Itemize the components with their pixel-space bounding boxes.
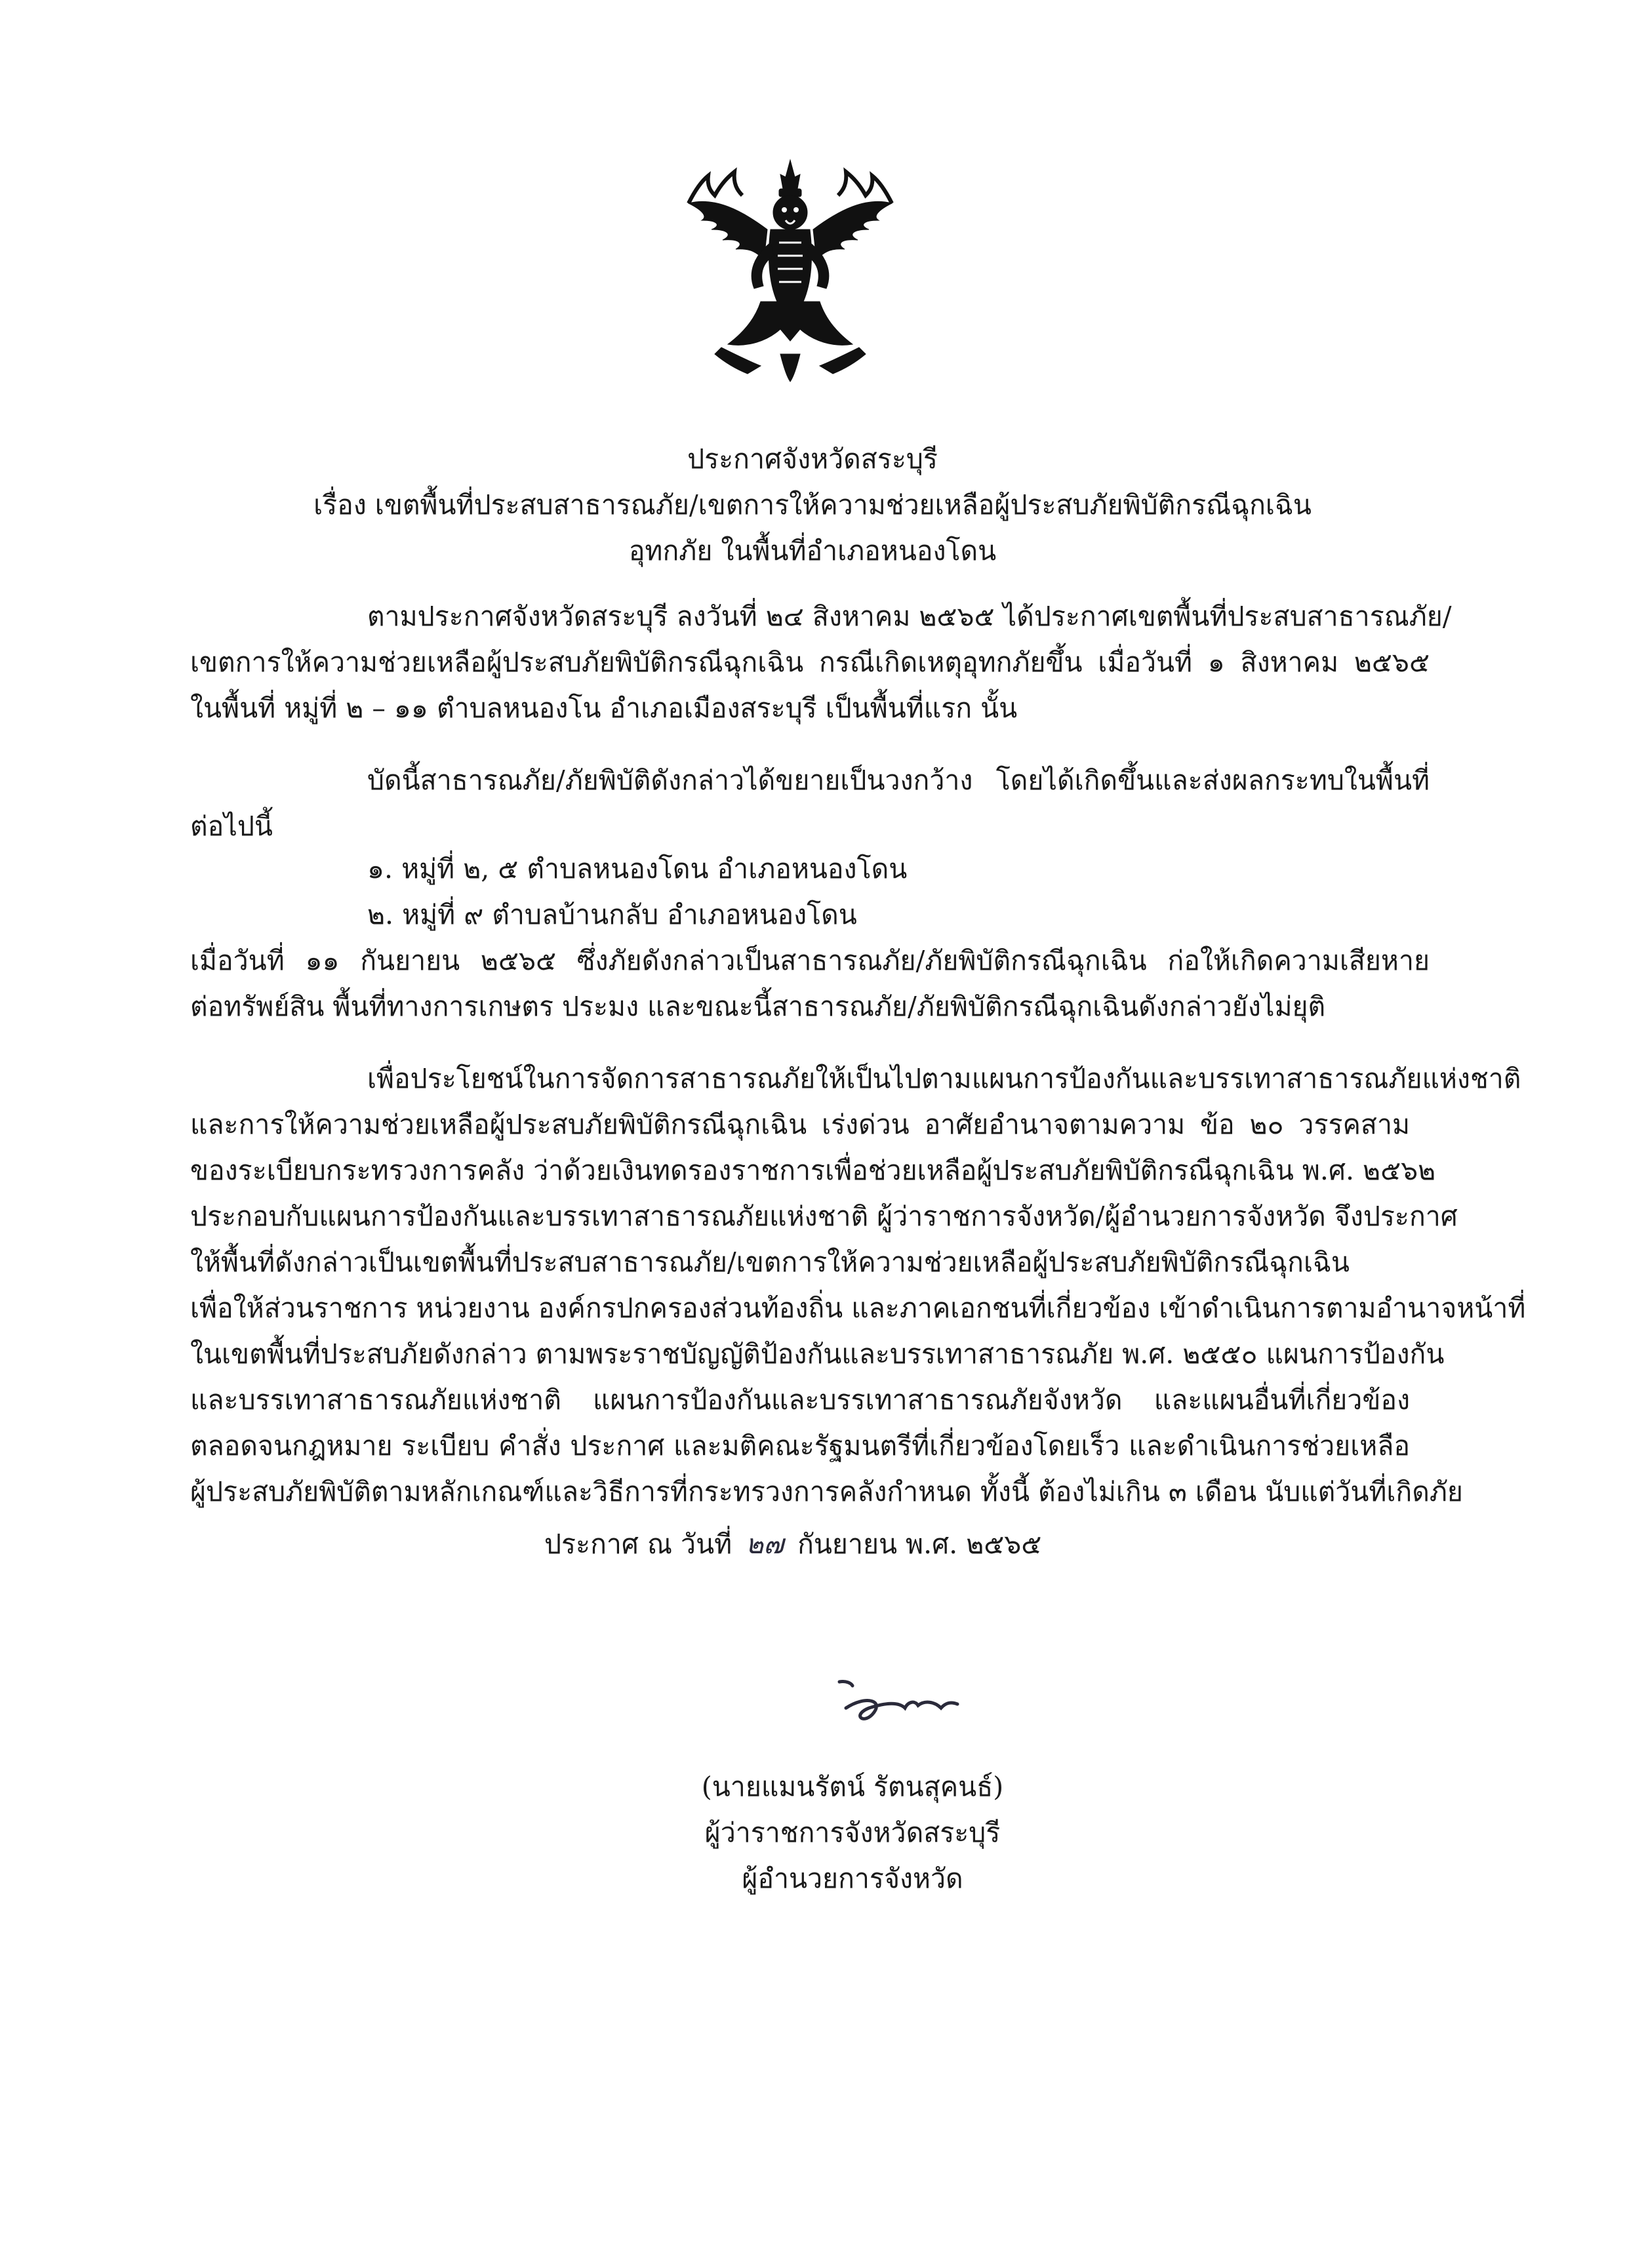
signatory-name: (นายแมนรัตน์ รัตนสุคนธ์): [701, 1771, 1004, 1802]
area-item-1: ๑. หมู่ที่ ๒, ๕ ตำบลหนองโดน อำเภอหนองโดน: [367, 853, 908, 885]
para4-line-8: และบรรเทาสาธารณภัยแห่งชาติ แผนการป้องกันและบรรเทาสาธารณภัยจังหวัด และแผนอื่นที่เกี่ยวข้อง: [190, 1384, 1410, 1416]
para4-line-2: และการให้ความช่วยเหลือผู้ประสบภัยพิบัติกรณีฉุกเฉิน เร่งด่วน อาศัยอำนาจตามความ ข้อ ๒๐ วรรคสาม: [190, 1109, 1410, 1140]
para2-line-2: ต่อไปนี้: [190, 810, 273, 842]
para4-line-1: เพื่อประโยชน์ในการจัดการสาธารณภัยให้เป็นไปตามแผนการป้องกันและบรรเทาสาธารณภัยแห่งชาติ: [367, 1063, 1521, 1094]
para3-line-2: ต่อทรัพย์สิน พื้นที่ทางการเกษตร ประมง และขณะนี้สาธารณภัย/ภัยพิบัติกรณีฉุกเฉินดังกล่าวยังไม่ยุติ: [190, 991, 1326, 1022]
para4-line-6: เพื่อให้ส่วนราชการ หน่วยงาน องค์กรปกครองส่วนท้องถิ่น และภาคเอกชนที่เกี่ยวข้อง เข้าดำเนินการตามอำนาจหน้าที่: [190, 1292, 1526, 1324]
signatory-position-2: ผู้อำนวยการจังหวัด: [742, 1863, 963, 1894]
para4-line-7: ในเขตพื้นที่ประสบภัยดังกล่าว ตามพระราชบัญญัติป้องกันและบรรเทาสาธารณภัย พ.ศ. ๒๕๕๐ แผนการป้องกัน: [190, 1338, 1445, 1370]
area-item-2: ๒. หมู่ที่ ๙ ตำบลบ้านกลับ อำเภอหนองโดน: [367, 899, 857, 930]
announce-date: [544, 1524, 1041, 1564]
announce-prefix: ประกาศ ณ วันที่: [544, 1528, 732, 1560]
subject-line-2: อุทกภัย ในพื้นที่อำเภอหนองโดน: [628, 535, 997, 567]
announce-month-year: กันยายน พ.ศ. ๒๕๖๕: [797, 1528, 1042, 1560]
para3-line-1: เมื่อวันที่ ๑๑ กันยายน ๒๕๖๕ ซึ่งภัยดังกล่าวเป็นสาธารณภัย/ภัยพิบัติกรณีฉุกเฉิน ก่อให้เกิดความเสียหาย: [190, 945, 1430, 976]
para1-line-2: เขตการให้ความช่วยเหลือผู้ประสบภัยพิบัติกรณีฉุกเฉิน กรณีเกิดเหตุอุทกภัยขึ้น เมื่อวันที่ ๑ สิงหาคม ๒๕๖๕: [190, 647, 1430, 678]
garuda-emblem-icon: [682, 157, 898, 384]
signature-icon: [826, 1662, 971, 1734]
para4-line-5: ให้พื้นที่ดังกล่าวเป็นเขตพื้นที่ประสบสาธารณภัย/เขตการให้ความช่วยเหลือผู้ประสบภัยพิบัติกรณีฉุกเฉิน: [190, 1246, 1350, 1278]
para1-line-1: ตามประกาศจังหวัดสระบุรี ลงวันที่ ๒๔ สิงหาคม ๒๕๖๕ ได้ประกาศเขตพื้นที่ประสบสาธารณภัย/: [367, 601, 1452, 632]
para4-line-3: ของระเบียบกระทรวงการคลัง ว่าด้วยเงินทดรองราชการเพื่อช่วยเหลือผู้ประสบภัยพิบัติกรณีฉุกเฉิน พ.ศ. ๒๕๖๒: [190, 1155, 1436, 1186]
para4-line-9: ตลอดจนกฎหมาย ระเบียบ คำสั่ง ประกาศ และมติคณะรัฐมนตรีที่เกี่ยวข้องโดยเร็ว และดำเนินการช่วยเหลือ: [190, 1430, 1410, 1462]
signatory-position-1: ผู้ว่าราชการจังหวัดสระบุรี: [704, 1817, 1001, 1848]
subject-line-1: เรื่อง เขตพื้นที่ประสบสาธารณภัย/เขตการให้ความช่วยเหลือผู้ประสบภัยพิบัติกรณีฉุกเฉิน: [313, 489, 1312, 521]
announce-day: ๒๗: [746, 1528, 784, 1560]
para1-line-3: ในพื้นที่ หมู่ที่ ๒ – ๑๑ ตำบลหนองโน อำเภอเมืองสระบุรี เป็นพื้นที่แรก นั้น: [190, 692, 1018, 724]
para2-line-1: บัดนี้สาธารณภัย/ภัยพิบัติดังกล่าวได้ขยายเป็นวงกว้าง โดยได้เกิดขึ้นและส่งผลกระทบในพื้นที่: [367, 765, 1430, 796]
para4-line-10: ผู้ประสบภัยพิบัติตามหลักเกณฑ์และวิธีการที่กระทรวงการคลังกำหนด ทั้งนี้ ต้องไม่เกิน ๓ เดือน นับแต่วันที่เกิดภัย: [190, 1476, 1463, 1507]
document-title: ประกาศจังหวัดสระบุรี: [687, 443, 938, 475]
para4-line-4: ประกอบกับแผนการป้องกันและบรรเทาสาธารณภัยแห่งชาติ ผู้ว่าราชการจังหวัด/ผู้อำนวยการจังหวัด จึงประกาศ: [190, 1201, 1458, 1232]
